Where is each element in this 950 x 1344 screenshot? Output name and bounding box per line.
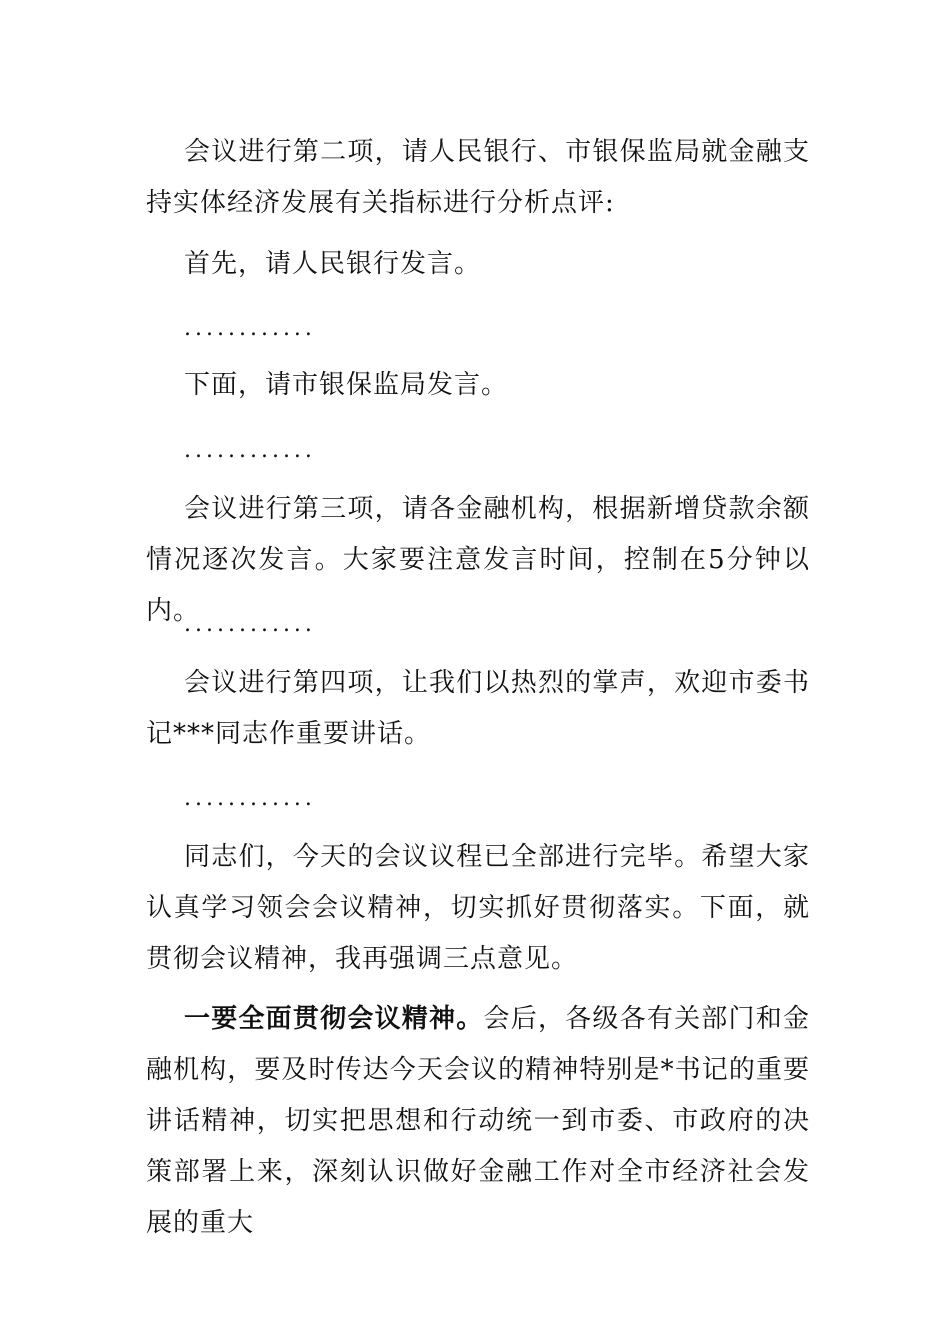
paragraph-pboc-speech: 首先，请人民银行发言。 — [184, 249, 482, 279]
ellipsis-separator: ............ — [184, 438, 316, 463]
ellipsis-separator: ............ — [184, 786, 316, 811]
paragraph-closing-remarks: 同志们，今天的会议议程已全部进行完毕。希望大家认真学习领会会议精神，切实抓好贯彻落实。下面，就贯彻会议精神，我再强调三点意见。 — [146, 842, 810, 974]
point-one-heading: 一要全面贯彻会议精神。 — [184, 1004, 484, 1034]
ellipsis-separator: ............ — [184, 316, 316, 341]
paragraph-cbirc-speech: 下面，请市银保监局发言。 — [184, 370, 509, 400]
paragraph-agenda-item-3: 会议进行第三项，请各金融机构，根据新增贷款余额情况逐次发言。大家要注意发言时间，控制在5分钟以内。 — [146, 494, 810, 626]
paragraph-agenda-item-4: 会议进行第四项，让我们以热烈的掌声，欢迎市委书记***同志作重要讲话。 — [146, 668, 810, 749]
paragraph-point-one — [146, 994, 810, 1249]
paragraph-agenda-item-2: 会议进行第二项，请人民银行、市银保监局就金融支持实体经济发展有关指标进行分析点评: — [146, 137, 810, 218]
ellipsis-separator: ............ — [184, 612, 316, 637]
point-one-body: 会后，各级各有关部门和金融机构，要及时传达今天会议的精神特别是*书记的重要讲话精神，切实把思想和行动统一到市委、市政府的决策部署上来，深刻认识做好金融工作对全市经济社会发展的重大 — [146, 1004, 810, 1238]
